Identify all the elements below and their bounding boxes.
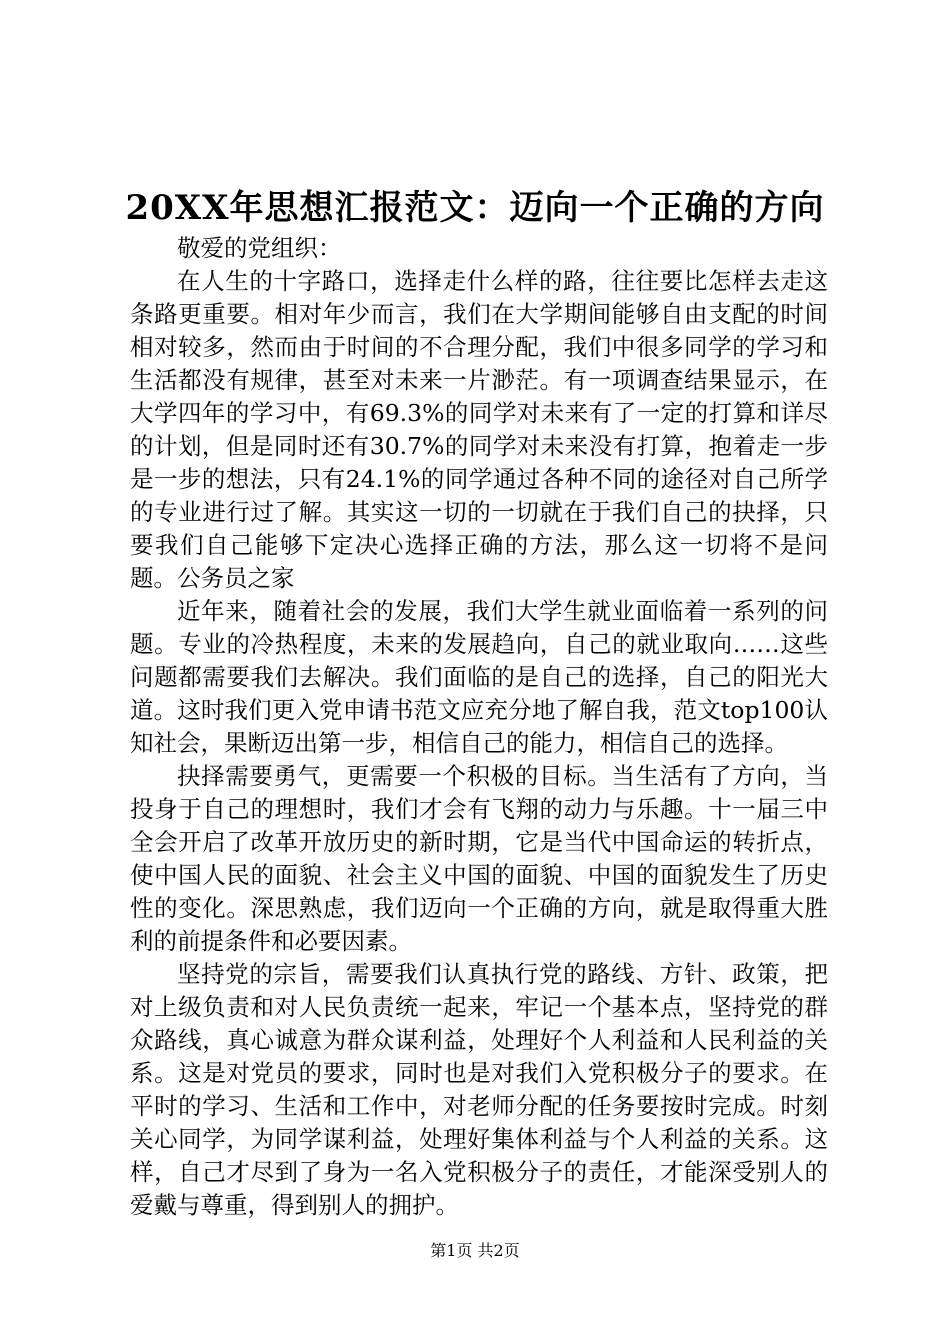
- document-title: 20XX年思想汇报范文：迈向一个正确的方向: [125, 188, 825, 228]
- salutation: 敬爱的党组织：: [177, 234, 342, 262]
- body-paragraph: 坚持党的宗旨，需要我们认真执行党的路线、方针、政策，把对上级负责和对人民负责统一起来，牢记一个基本点，坚持党的群众路线，真心诚意为群众谋利益，处理好个人利益和人民利益的关系。这是对党员的要求，同时也是对我们入党积极分子的要求。在平时的学习、生活和工作中，对老师分配的任务要按时完成。时刻关心同学，为同学谋利益，处理好集体利益与个人利益的关系。这样，自己才尽到了身为一名入党积极分子的责任，才能深受别人的爱戴与尊重，得到别人的拥护。: [130, 960, 828, 1219]
- body-paragraph: 在人生的十字路口，选择走什么样的路，往往要比怎样去走这条路更重要。相对年少而言，我们在大学期间能够自由支配的时间相对较多，然而由于时间的不合理分配，我们中很多同学的学习和生活都没有规律，甚至对未来一片渺茫。有一项调查结果显示，在大学四年的学习中，有69.3%的同学对未来有了一定的打算和详尽的计划，但是同时还有30.7%的同学对未来没有打算，抱着走一步是一步的想法，只有24.1%的同学通过各种不同的途径对自己所学的专业进行过了解。其实这一切的一切就在于我们自己的抉择，只要我们自己能够下定决心选择正确的方法，那么这一切将不是问题。公务员之家: [130, 267, 828, 592]
- page-footer: 第1页 共2页: [430, 1241, 520, 1260]
- document-body: [130, 232, 828, 1222]
- body-paragraph: 抉择需要勇气，更需要一个积极的目标。当生活有了方向，当投身于自己的理想时，我们才会有飞翔的动力与乐趣。十一届三中全会开启了改革开放历史的新时期，它是当代中国命运的转折点，使中国人民的面貌、社会主义中国的面貌、中国的面貌发生了历史性的变化。深思熟虑，我们迈向一个正确的方向，就是取得重大胜利的前提条件和必要因素。: [130, 762, 828, 955]
- body-paragraph: 近年来，随着社会的发展，我们大学生就业面临着一系列的问题。专业的冷热程度，未来的发展趋向，自己的就业取向……这些问题都需要我们去解决。我们面临的是自己的选择，自己的阳光大道。这时我们更入党申请书范文应充分地了解自我，范文top100认知社会，果断迈出第一步，相信自己的能力，相信自己的选择。: [130, 597, 828, 757]
